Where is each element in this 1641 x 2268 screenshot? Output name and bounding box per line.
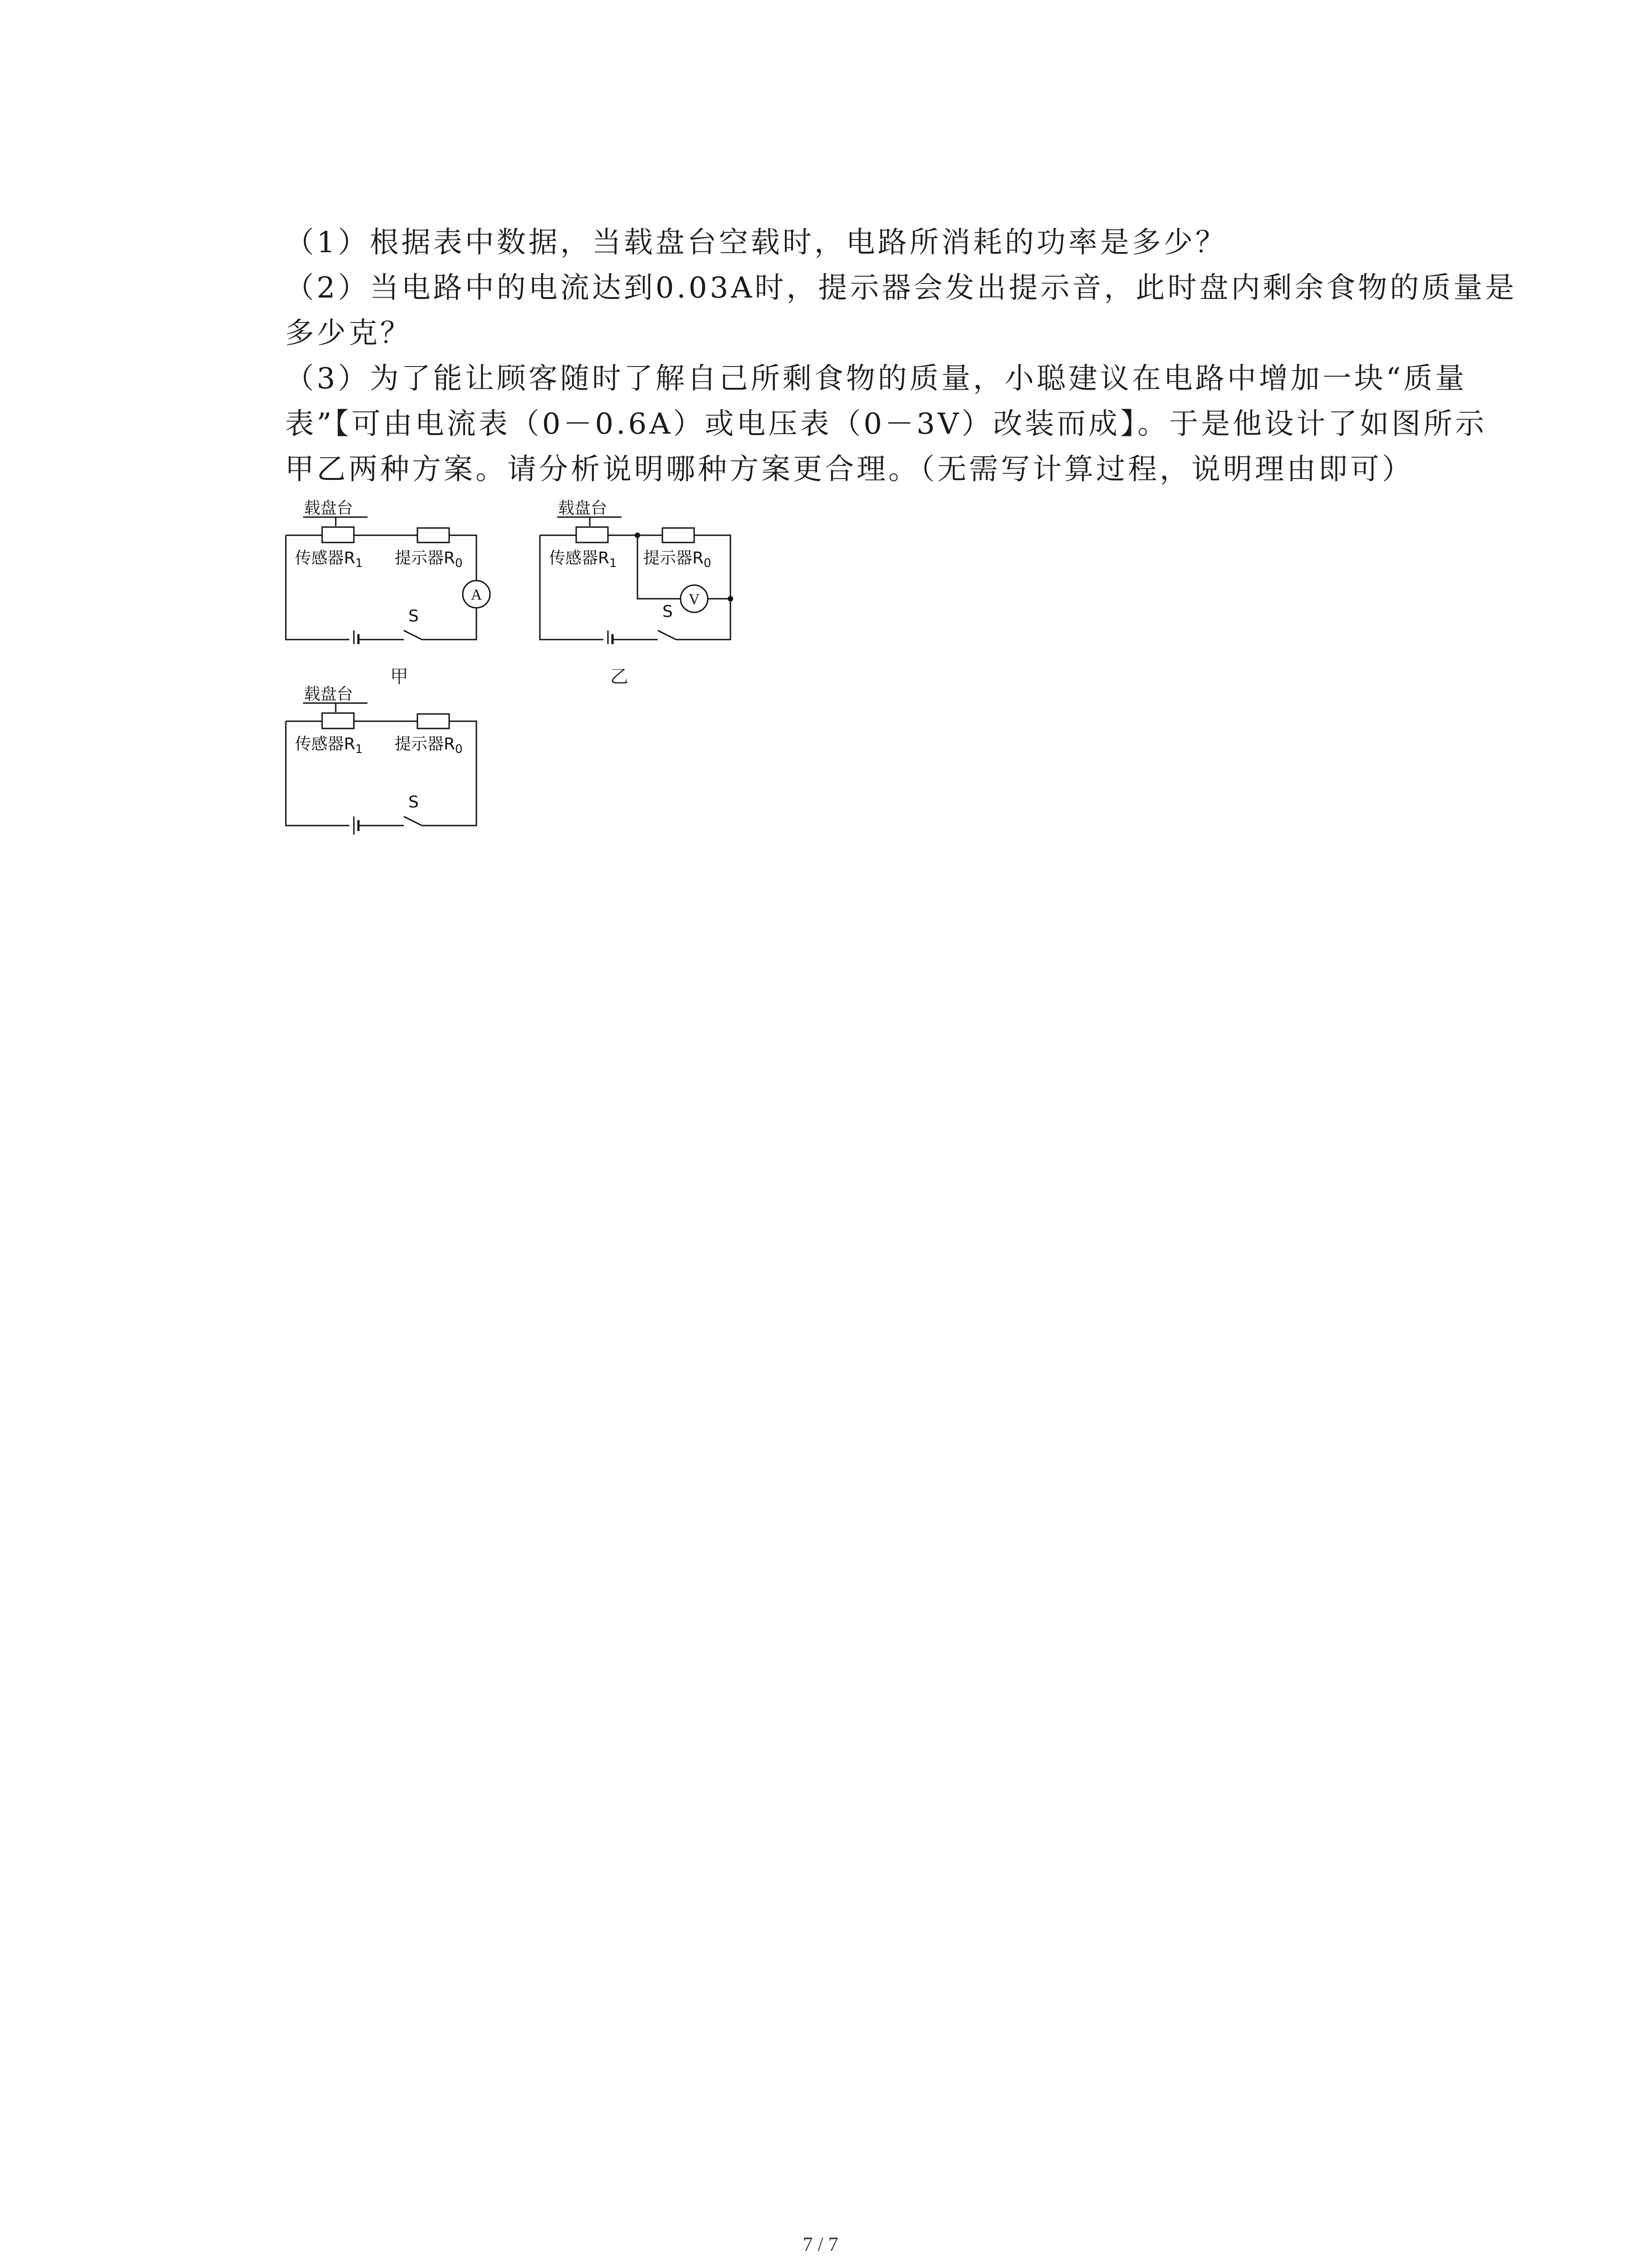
sensor-resistor-symbol: [576, 527, 608, 543]
ammeter-label: A: [470, 587, 482, 603]
circuit-base-svg: [277, 680, 513, 835]
prompter-resistor-symbol: [662, 528, 694, 543]
sensor-resistor-symbol: [322, 713, 354, 728]
circuit-diagram-base: [277, 680, 513, 871]
prompter-resistor-symbol: [417, 528, 449, 543]
prompter-label: 提示器$R_0$: [395, 735, 463, 756]
sensor-label: 传感器$R_1$: [295, 735, 363, 756]
sensor-resistor-symbol: [322, 527, 354, 543]
voltmeter-label: V: [688, 591, 700, 608]
circuit-yi-svg: [531, 494, 767, 644]
switch-label: S: [662, 602, 673, 621]
question-3-line-2: 表”【可由电流表（0－0.6A）或电压表（0－3V）改装而成】。于是他设计了如图所示: [285, 407, 1487, 441]
question-2-line-2: 多少克？: [285, 317, 412, 350]
sensor-label: 传感器$R_1$: [295, 549, 363, 570]
switch-label: S: [408, 607, 419, 626]
circuit-diagram-yi: [531, 494, 767, 685]
sensor-label: 传感器$R_1$: [549, 549, 617, 570]
question-3-line-1: （3）为了能让顾客随时了解自己所剩食物的质量，小聪建议在电路中增加一块“质量: [285, 362, 1467, 396]
circuit-jia-svg: [277, 494, 513, 644]
tray-label: 载盘台: [304, 499, 353, 518]
question-1: （1）根据表中数据，当载盘台空载时，电路所消耗的功率是多少？: [285, 226, 1227, 259]
circuit-diagram-jia: [277, 494, 513, 685]
junction-node: [635, 533, 640, 538]
junction-node: [728, 596, 733, 601]
prompter-label: 提示器$R_0$: [395, 549, 463, 570]
tray-label: 载盘台: [304, 685, 353, 704]
switch-label: S: [408, 793, 419, 811]
prompter-resistor-symbol: [417, 714, 449, 728]
figure-label-jia: 甲: [390, 666, 408, 687]
tray-label: 载盘台: [558, 499, 607, 518]
prompter-label: 提示器$R_0$: [643, 549, 711, 570]
page-number: 7 / 7: [803, 2233, 838, 2255]
figure-label-yi: 乙: [610, 666, 628, 687]
question-2-line-1: （2）当电路中的电流达到0.03A时，提示器会发出提示音，此时盘内剩余食物的质量是: [285, 271, 1517, 305]
question-3-line-3: 甲乙两种方案。请分析说明哪种方案更合理。（无需写计算过程，说明理由即可）: [285, 453, 1414, 486]
